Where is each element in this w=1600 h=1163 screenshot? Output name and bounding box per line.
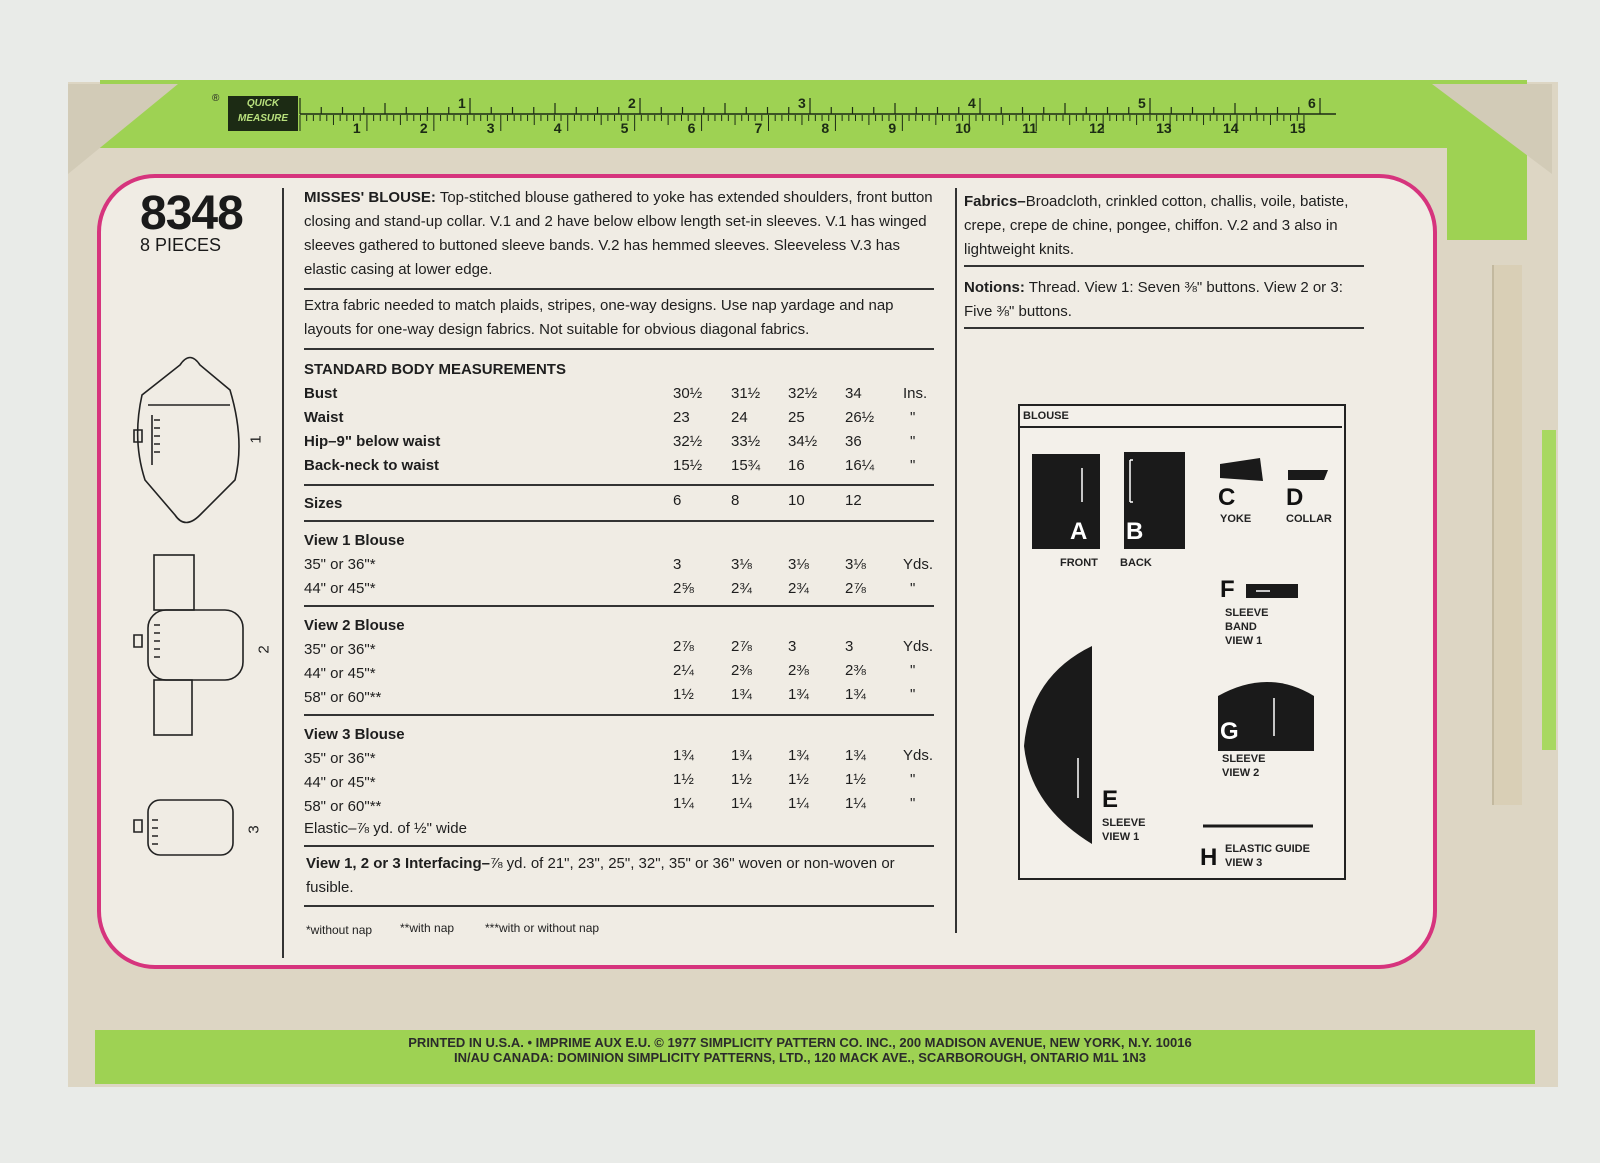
fabric-width-label: 44" or 45"* <box>304 580 376 597</box>
measure-value: 26½ <box>845 409 875 426</box>
size-value: 6 <box>673 492 682 509</box>
divider <box>964 327 1364 329</box>
yardage-value: 3 <box>845 638 854 655</box>
piece-f-letter: F <box>1220 576 1235 603</box>
measure-label-back-neck: Back-neck to waist <box>304 457 440 474</box>
fabrics-title: Fabrics– <box>964 193 1026 210</box>
piece-e-shape <box>1024 646 1092 844</box>
copyright-line-2: IN/AU CANADA: DOMINION SIMPLICITY PATTERNS, LTD., 120 MACK AVE., SCARBOROUGH, ONTARIO M1L 1N3 <box>454 1050 1146 1065</box>
view-label-3: 3 <box>245 825 263 834</box>
yardage-value: 1½ <box>731 771 752 788</box>
piece-a-caption: FRONT <box>1060 557 1098 569</box>
pattern-pieces-count: 8 PIECES <box>140 235 222 255</box>
measure-value: 25 <box>788 409 805 426</box>
measure-unit: " <box>910 433 916 450</box>
yardage-unit: Yds. <box>903 747 934 764</box>
ruler-inch-label: 4 <box>968 95 976 111</box>
yardage-value: 2¾ <box>731 580 752 597</box>
interfacing-title: View 1, 2 or 3 Interfacing– <box>306 855 490 872</box>
measure-value: 33½ <box>731 433 761 450</box>
piece-g-caption-2: VIEW 2 <box>1222 767 1260 779</box>
yardage-unit: " <box>910 795 916 812</box>
pattern-piece-shapes <box>1020 406 1342 876</box>
pattern-pieces-layout <box>1018 404 1346 880</box>
measure-value: 32½ <box>673 433 703 450</box>
divider <box>304 288 934 290</box>
yardage-value: 1¼ <box>788 795 809 812</box>
fabrics-paragraph <box>964 190 1364 262</box>
measure-label-hip: Hip–9" below waist <box>304 433 441 450</box>
piece-e-caption-1: SLEEVE <box>1102 817 1146 829</box>
yardage-value: 2⅞ <box>731 638 752 655</box>
yardage-value: 1¾ <box>731 686 752 703</box>
view-1-sketch <box>134 358 239 523</box>
envelope-green-edge <box>1542 430 1556 750</box>
view-label-2: 2 <box>255 645 273 654</box>
notions-title: Notions: <box>964 279 1025 296</box>
piece-d-letter: D <box>1286 484 1304 511</box>
yardage-value: 2⅜ <box>845 662 866 679</box>
ruler-inch-label: 5 <box>1138 95 1146 111</box>
measure-value: 16 <box>788 457 805 474</box>
envelope-side-tab <box>1492 265 1522 805</box>
view-2-sketch <box>134 555 243 735</box>
yardage-value: 1¾ <box>788 686 809 703</box>
measure-value: 36 <box>845 433 862 450</box>
yardage-value: 2⅞ <box>673 638 694 655</box>
divider <box>304 605 934 607</box>
view-sketches <box>120 340 280 860</box>
measure-value: 23 <box>673 409 690 426</box>
yardage-value: 1¼ <box>731 795 752 812</box>
fabric-width-label: 58" or 60"** <box>304 798 382 815</box>
piece-h-caption-2: VIEW 3 <box>1225 857 1263 869</box>
yardage-value: 2⅝ <box>673 580 694 597</box>
measurements-heading: STANDARD BODY MEASUREMENTS <box>304 361 566 378</box>
yardage-value: 2⅞ <box>845 580 866 597</box>
ruler-cm-label: 11 <box>1022 120 1038 136</box>
measure-value: 34½ <box>788 433 818 450</box>
piece-e-caption-2: VIEW 1 <box>1102 831 1140 843</box>
yardage-value: 1¼ <box>673 795 694 812</box>
measure-unit: Ins. <box>903 385 928 402</box>
fabric-width-label: 44" or 45"* <box>304 665 376 682</box>
ruler-inch-label: 1 <box>458 95 466 111</box>
piece-g-caption-1: SLEEVE <box>1222 753 1266 765</box>
piece-f-shape <box>1246 584 1298 598</box>
piece-b-caption: BACK <box>1120 557 1152 569</box>
yardage-value: 3⅛ <box>731 556 752 573</box>
ruler-cm-label: 13 <box>1156 120 1172 136</box>
yardage-unit: Yds. <box>903 638 934 655</box>
piece-h-caption-1: ELASTIC GUIDE <box>1225 843 1310 855</box>
piece-g-letter: G <box>1220 718 1239 745</box>
piece-h-letter: H <box>1200 844 1218 871</box>
measure-value: 15¾ <box>731 457 761 474</box>
size-value: 12 <box>845 492 862 509</box>
interfacing-text: ⅞ yd. of 21", 23", 25", 32", 35" or 36" woven or non-woven or fusible. <box>306 855 895 896</box>
badge-line-2: MEASURE <box>237 113 288 124</box>
piece-b-letter: B <box>1126 518 1144 545</box>
piece-d-shape <box>1288 470 1328 480</box>
size-value: 10 <box>788 492 805 509</box>
ruler-inch-label: 6 <box>1308 95 1316 111</box>
measure-value: 31½ <box>731 385 761 402</box>
footnote-without-nap: *without nap <box>306 923 373 937</box>
ruler-cm-label: 2 <box>419 120 428 136</box>
piece-f-caption-3: VIEW 1 <box>1225 635 1263 647</box>
piece-c-shape <box>1220 458 1263 481</box>
measure-label-bust: Bust <box>304 385 338 402</box>
left-column-divider <box>282 188 284 958</box>
yardage-value: 3 <box>673 556 682 573</box>
ruler-cm-label: 4 <box>553 120 562 136</box>
footnote-with-nap: **with nap <box>400 921 455 935</box>
description-text: Top-stitched blouse gathered to yoke has extended shoulders, front button closing and stand-up collar. V.1 and 2 have below elbow length set-in sleeves. V.1 has winged sleeves gathered to buttoned sleeve bands. V.2 has hemmed sleeves. Sleeveless V.3 has elastic casing at lower edge. <box>304 189 933 278</box>
notions-text: Thread. View 1: Seven ⅜" buttons. View 2 or 3: Five ⅜" buttons. <box>964 279 1343 320</box>
yardage-value: 2⅜ <box>731 662 752 679</box>
ruler-cm-label: 7 <box>754 120 763 136</box>
measure-value: 15½ <box>673 457 703 474</box>
measure-value: 16¼ <box>845 457 875 474</box>
piece-d-caption: COLLAR <box>1286 513 1332 525</box>
ruler-cm-label: 12 <box>1089 120 1105 136</box>
yardage-value: 1½ <box>673 771 694 788</box>
ruler-cm-label: 10 <box>955 120 971 136</box>
yardage-unit: " <box>910 771 916 788</box>
fabric-width-label: 58" or 60"** <box>304 689 382 706</box>
measure-unit: " <box>910 457 916 474</box>
yardage-unit: Yds. <box>903 556 934 573</box>
view-label-1: 1 <box>247 435 265 444</box>
ruler-inch-label: 2 <box>628 95 636 111</box>
fabric-width-label: 35" or 36"* <box>304 750 376 767</box>
piece-f-caption-1: SLEEVE <box>1225 607 1269 619</box>
pattern-number: 8348 <box>140 187 243 240</box>
description-title: MISSES' BLOUSE: <box>304 189 436 206</box>
ruler-cm-label: 6 <box>687 120 696 136</box>
fabric-width-label: 35" or 36"* <box>304 556 376 573</box>
envelope-flap-right <box>1432 84 1552 174</box>
piece-c-caption: YOKE <box>1220 513 1252 525</box>
yardage-value: 2⅜ <box>788 662 809 679</box>
registered-mark: ® <box>212 93 220 104</box>
yardage-value: 1½ <box>788 771 809 788</box>
yardage-value: 1½ <box>673 686 694 703</box>
yardage-value: 1¾ <box>673 747 694 764</box>
view-2-title: View 2 Blouse <box>304 617 405 634</box>
sizes-label: Sizes <box>304 495 343 512</box>
yardage-unit: " <box>910 580 916 597</box>
layout-title: BLOUSE <box>1023 410 1069 422</box>
yardage-value: 3⅛ <box>788 556 809 573</box>
envelope-flap-left <box>68 84 178 174</box>
ruler-ticks <box>228 91 1358 137</box>
divider <box>304 845 934 847</box>
yardage-value: 1¾ <box>788 747 809 764</box>
yardage-unit: " <box>910 686 916 703</box>
piece-a-letter: A <box>1070 518 1088 545</box>
extra-fabric-note: Extra fabric needed to match plaids, stripes, one-way designs. Use nap yardage and nap layouts for one-way design fabrics. Not suitable for obvious diagonal fabrics. <box>304 297 894 338</box>
yardage-unit: " <box>910 662 916 679</box>
fabrics-text: Broadcloth, crinkled cotton, challis, voile, batiste, crepe, crepe de chine, pongee, chiffon. V.2 and 3 also in lightweight knits. <box>964 193 1349 258</box>
divider <box>304 348 934 350</box>
yardage-value: 1¾ <box>845 747 866 764</box>
yardage-value: 1½ <box>845 771 866 788</box>
yardage-value: 3⅛ <box>845 556 866 573</box>
ruler-cm-label: 1 <box>352 120 361 136</box>
view-3-title: View 3 Blouse <box>304 726 405 743</box>
elastic-note: Elastic–⅞ yd. of ½" wide <box>304 820 467 837</box>
piece-a-shape <box>1032 454 1100 549</box>
yardage-value: 1¾ <box>731 747 752 764</box>
measure-label-waist: Waist <box>304 409 344 426</box>
interfacing-paragraph <box>306 852 936 900</box>
ruler-inch-label: 3 <box>798 95 806 111</box>
footnote-with-or-without-nap: ***with or without nap <box>485 921 600 935</box>
measure-value: 34 <box>845 385 862 402</box>
yardage-value: 3 <box>788 638 797 655</box>
measure-value: 24 <box>731 409 748 426</box>
quick-measure-ruler <box>212 91 1358 137</box>
copyright-line-1: PRINTED IN U.S.A. • IMPRIME AUX E.U. © 1977 SIMPLICITY PATTERN CO. INC., 200 MADISON AVENUE, NEW YORK, N.Y. 10016 <box>408 1035 1192 1050</box>
right-column-divider <box>955 188 957 933</box>
view-3-sketch <box>134 800 233 855</box>
piece-c-letter: C <box>1218 484 1236 511</box>
ruler-cm-label: 9 <box>888 120 897 136</box>
ruler-cm-label: 15 <box>1289 120 1306 136</box>
yardage-value: 2¼ <box>673 662 694 679</box>
measure-value: 32½ <box>788 385 818 402</box>
yardage-value: 1¼ <box>845 795 866 812</box>
size-value: 8 <box>731 492 740 509</box>
measure-unit: " <box>910 409 916 426</box>
fabric-width-label: 35" or 36"* <box>304 641 376 658</box>
piece-f-caption-2: BAND <box>1225 621 1257 633</box>
description-paragraph <box>304 186 939 282</box>
yardage-value: 1¾ <box>845 686 866 703</box>
divider <box>964 265 1364 267</box>
piece-e-letter: E <box>1102 786 1119 813</box>
divider <box>304 714 934 716</box>
view-1-title: View 1 Blouse <box>304 532 405 549</box>
ruler-cm-label: 5 <box>620 120 629 136</box>
divider <box>304 520 934 522</box>
yardage-value: 2¾ <box>788 580 809 597</box>
ruler-cm-label: 3 <box>486 120 495 136</box>
divider <box>304 484 934 486</box>
ruler-cm-label: 8 <box>821 120 830 136</box>
fabric-width-label: 44" or 45"* <box>304 774 376 791</box>
badge-line-1: QUICK <box>246 98 280 109</box>
measure-value: 30½ <box>673 385 703 402</box>
notions-paragraph <box>964 276 1364 324</box>
ruler-cm-label: 14 <box>1223 120 1239 136</box>
divider <box>304 905 934 907</box>
